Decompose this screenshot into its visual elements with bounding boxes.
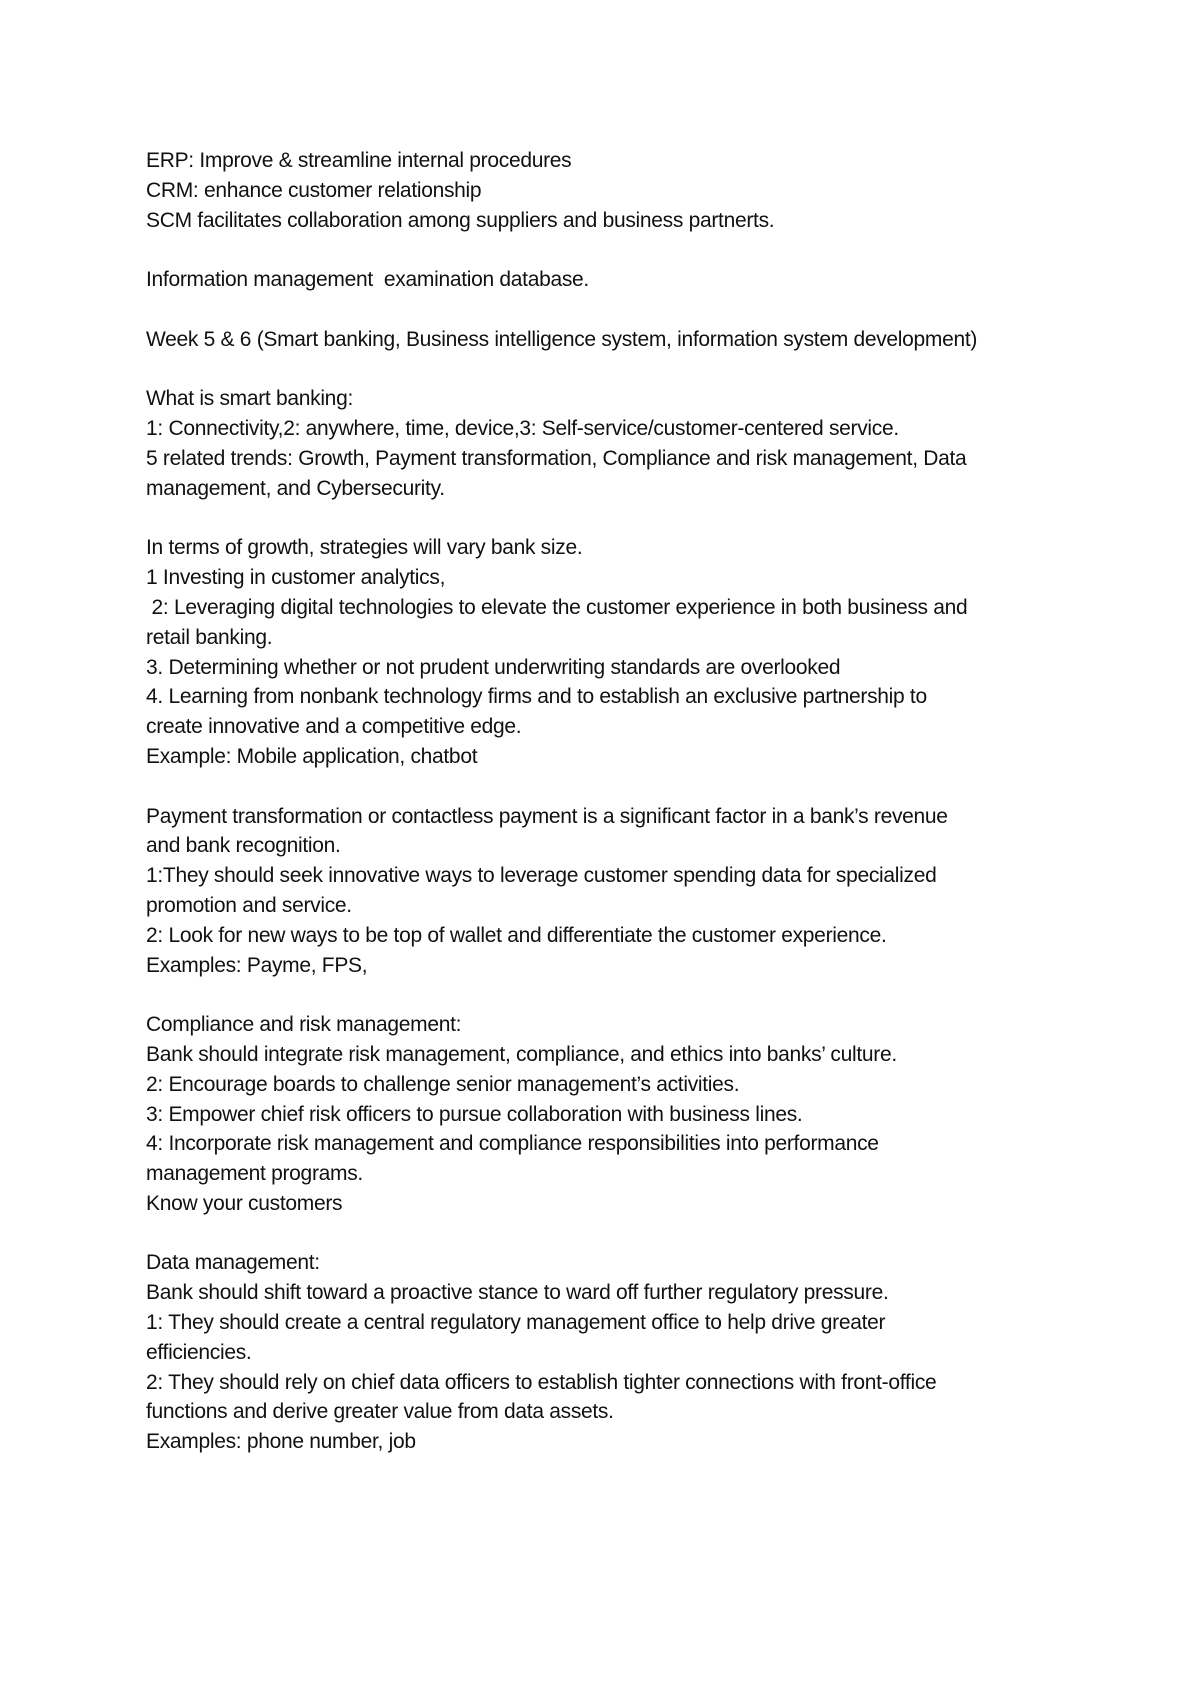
paragraph-line: 2: Leveraging digital technologies to elevate the customer experience in both business and: [146, 595, 968, 619]
paragraph-line: and bank recognition.: [146, 834, 341, 858]
spacer: [146, 355, 1066, 385]
spacer: [146, 295, 1066, 325]
compliance-heading: Compliance and risk management:: [146, 1013, 462, 1037]
paragraph-line: 2: Look for new ways to be top of wallet and differentiate the customer experience.: [146, 923, 887, 947]
spacer: [146, 1219, 1066, 1249]
spacer: [146, 504, 1066, 534]
paragraph-line: 5 related trends: Growth, Payment transformation, Compliance and risk management, Data: [146, 446, 967, 470]
paragraph-line: promotion and service.: [146, 893, 352, 917]
paragraph-line: 4: Incorporate risk management and compliance responsibilities into performance: [146, 1132, 879, 1156]
paragraph-line: Examples: Payme, FPS,: [146, 953, 368, 977]
intro-section: [146, 146, 1066, 235]
paragraph-line: Examples: phone number, job: [146, 1430, 416, 1454]
paragraph-line: 1: Connectivity,2: anywhere, time, device,3: Self-service/customer-centered service.: [146, 417, 899, 441]
paragraph-line: management programs.: [146, 1162, 363, 1186]
paragraph-line: 1: They should create a central regulatory management office to help drive greater: [146, 1311, 886, 1335]
paragraph-line: Bank should shift toward a proactive stance to ward off further regulatory pressure.: [146, 1281, 889, 1305]
paragraph-line: create innovative and a competitive edge.: [146, 715, 522, 739]
spacer: [146, 980, 1066, 1010]
paragraph-line: Know your customers: [146, 1191, 343, 1215]
scm-line: SCM facilitates collaboration among suppliers and business partnerts.: [146, 208, 775, 232]
paragraph-line: retail banking.: [146, 625, 273, 649]
paragraph-line: 4. Learning from nonbank technology firms and to establish an exclusive partnership to: [146, 685, 927, 709]
growth-heading: In terms of growth, strategies will vary bank size.: [146, 536, 583, 560]
paragraph-line: Example: Mobile application, chatbot: [146, 744, 478, 768]
paragraph-line: 2: They should rely on chief data officers to establish tighter connections with front-office: [146, 1370, 937, 1394]
growth-section: [146, 533, 1066, 771]
crm-line: CRM: enhance customer relationship: [146, 178, 482, 202]
paragraph-line: 1:They should seek innovative ways to leverage customer spending data for specialized: [146, 864, 937, 888]
paragraph-line: management, and Cybersecurity.: [146, 476, 445, 500]
smart-banking-heading: What is smart banking:: [146, 387, 353, 411]
payment-heading: Payment transformation or contactless payment is a significant factor in a bank’s revenue: [146, 804, 948, 828]
data-management-heading: Data management:: [146, 1251, 320, 1275]
erp-line: ERP: Improve & streamline internal procedures: [146, 149, 572, 172]
payment-section: [146, 802, 1066, 981]
smart-banking-section: [146, 384, 1066, 503]
paragraph-line: efficiencies.: [146, 1340, 252, 1364]
paragraph-line: 3: Empower chief risk officers to pursue collaboration with business lines.: [146, 1102, 803, 1126]
data-management-section: [146, 1248, 1066, 1457]
paragraph-line: 1 Investing in customer analytics,: [146, 566, 446, 590]
compliance-section: [146, 1010, 1066, 1219]
spacer: [146, 235, 1066, 265]
paragraph-line: functions and derive greater value from data assets.: [146, 1400, 614, 1424]
spacer: [146, 772, 1066, 802]
document-body: [146, 146, 1066, 1457]
week-heading: Week 5 & 6 (Smart banking, Business intelligence system, information system development): [146, 327, 978, 351]
info-management-line: Information management examination database.: [146, 268, 589, 292]
paragraph-line: 3. Determining whether or not prudent underwriting standards are overlooked: [146, 655, 841, 679]
paragraph-line: 2: Encourage boards to challenge senior management’s activities.: [146, 1072, 740, 1096]
paragraph-line: Bank should integrate risk management, compliance, and ethics into banks’ culture.: [146, 1042, 897, 1066]
